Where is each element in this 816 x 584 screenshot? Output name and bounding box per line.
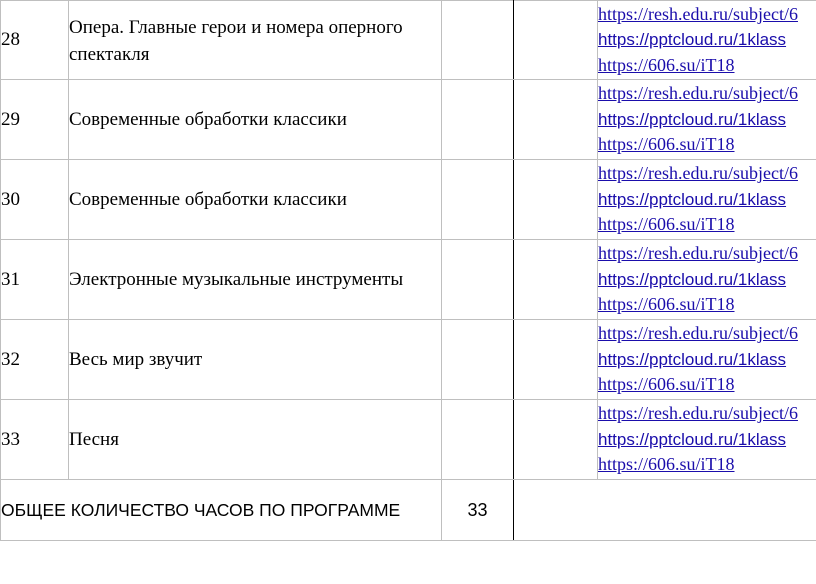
table-row [1, 400, 816, 480]
lesson-number: 31 [1, 240, 69, 320]
lesson-hours-cell [442, 320, 514, 400]
lesson-topic: Весь мир звучит [69, 320, 442, 400]
lesson-hours-cell [442, 400, 514, 480]
lesson-hours-cell [442, 240, 514, 320]
table-row [1, 160, 816, 240]
empty-cell [514, 240, 598, 320]
lesson-links [598, 160, 816, 240]
resh-link[interactable]: https://resh.edu.ru/subject/6 [598, 163, 798, 184]
pptcloud-link[interactable]: https://pptcloud.ru/1klass [598, 189, 787, 209]
empty-cell [514, 80, 598, 160]
empty-cell [514, 320, 598, 400]
lesson-links [598, 240, 816, 320]
lesson-topic: Электронные музыкальные инструменты [69, 240, 442, 320]
resh-link[interactable]: https://resh.edu.ru/subject/6 [598, 3, 798, 24]
resh-link[interactable]: https://resh.edu.ru/subject/6 [598, 403, 798, 424]
resh-link[interactable]: https://resh.edu.ru/subject/6 [598, 323, 798, 344]
lesson-number: 28 [1, 1, 69, 80]
pptcloud-link[interactable]: https://pptcloud.ru/1klass [598, 269, 787, 289]
lesson-links [598, 1, 816, 80]
empty-cell [514, 1, 598, 80]
lesson-links [598, 320, 816, 400]
lesson-number: 29 [1, 80, 69, 160]
lesson-links [598, 400, 816, 480]
table-row [1, 1, 816, 80]
short-link[interactable]: https://606.su/iT18 [598, 454, 735, 475]
pptcloud-link[interactable]: https://pptcloud.ru/1klass [598, 349, 787, 369]
table-row [1, 240, 816, 320]
resh-link[interactable]: https://resh.edu.ru/subject/6 [598, 83, 798, 104]
lesson-links [598, 80, 816, 160]
short-link[interactable]: https://606.su/iT18 [598, 294, 735, 315]
lesson-number: 33 [1, 400, 69, 480]
pptcloud-link[interactable]: https://pptcloud.ru/1klass [598, 429, 787, 449]
short-link[interactable]: https://606.su/iT18 [598, 134, 735, 155]
resh-link[interactable]: https://resh.edu.ru/subject/6 [598, 243, 798, 264]
table-row [1, 320, 816, 400]
lesson-hours-cell [442, 160, 514, 240]
total-label: ОБЩЕЕ КОЛИЧЕСТВО ЧАСОВ ПО ПРОГРАММЕ [1, 480, 442, 541]
lesson-topic: Современные обработки классики [69, 160, 442, 240]
lesson-topic: Песня [69, 400, 442, 480]
total-hours: 33 [442, 480, 514, 541]
lesson-hours-cell [442, 1, 514, 80]
lesson-topic: Современные обработки классики [69, 80, 442, 160]
total-empty-cell [514, 480, 816, 541]
short-link[interactable]: https://606.su/iT18 [598, 214, 735, 235]
table-row [1, 80, 816, 160]
lesson-number: 32 [1, 320, 69, 400]
lesson-hours-cell [442, 80, 514, 160]
lesson-topic: Опера. Главные герои и номера оперного спектакля [69, 1, 442, 80]
short-link[interactable]: https://606.su/iT18 [598, 54, 735, 75]
pptcloud-link[interactable]: https://pptcloud.ru/1klass [598, 109, 787, 129]
total-row [1, 480, 816, 541]
empty-cell [514, 400, 598, 480]
lesson-number: 30 [1, 160, 69, 240]
short-link[interactable]: https://606.su/iT18 [598, 374, 735, 395]
pptcloud-link[interactable]: https://pptcloud.ru/1klass [598, 30, 787, 50]
empty-cell [514, 160, 598, 240]
